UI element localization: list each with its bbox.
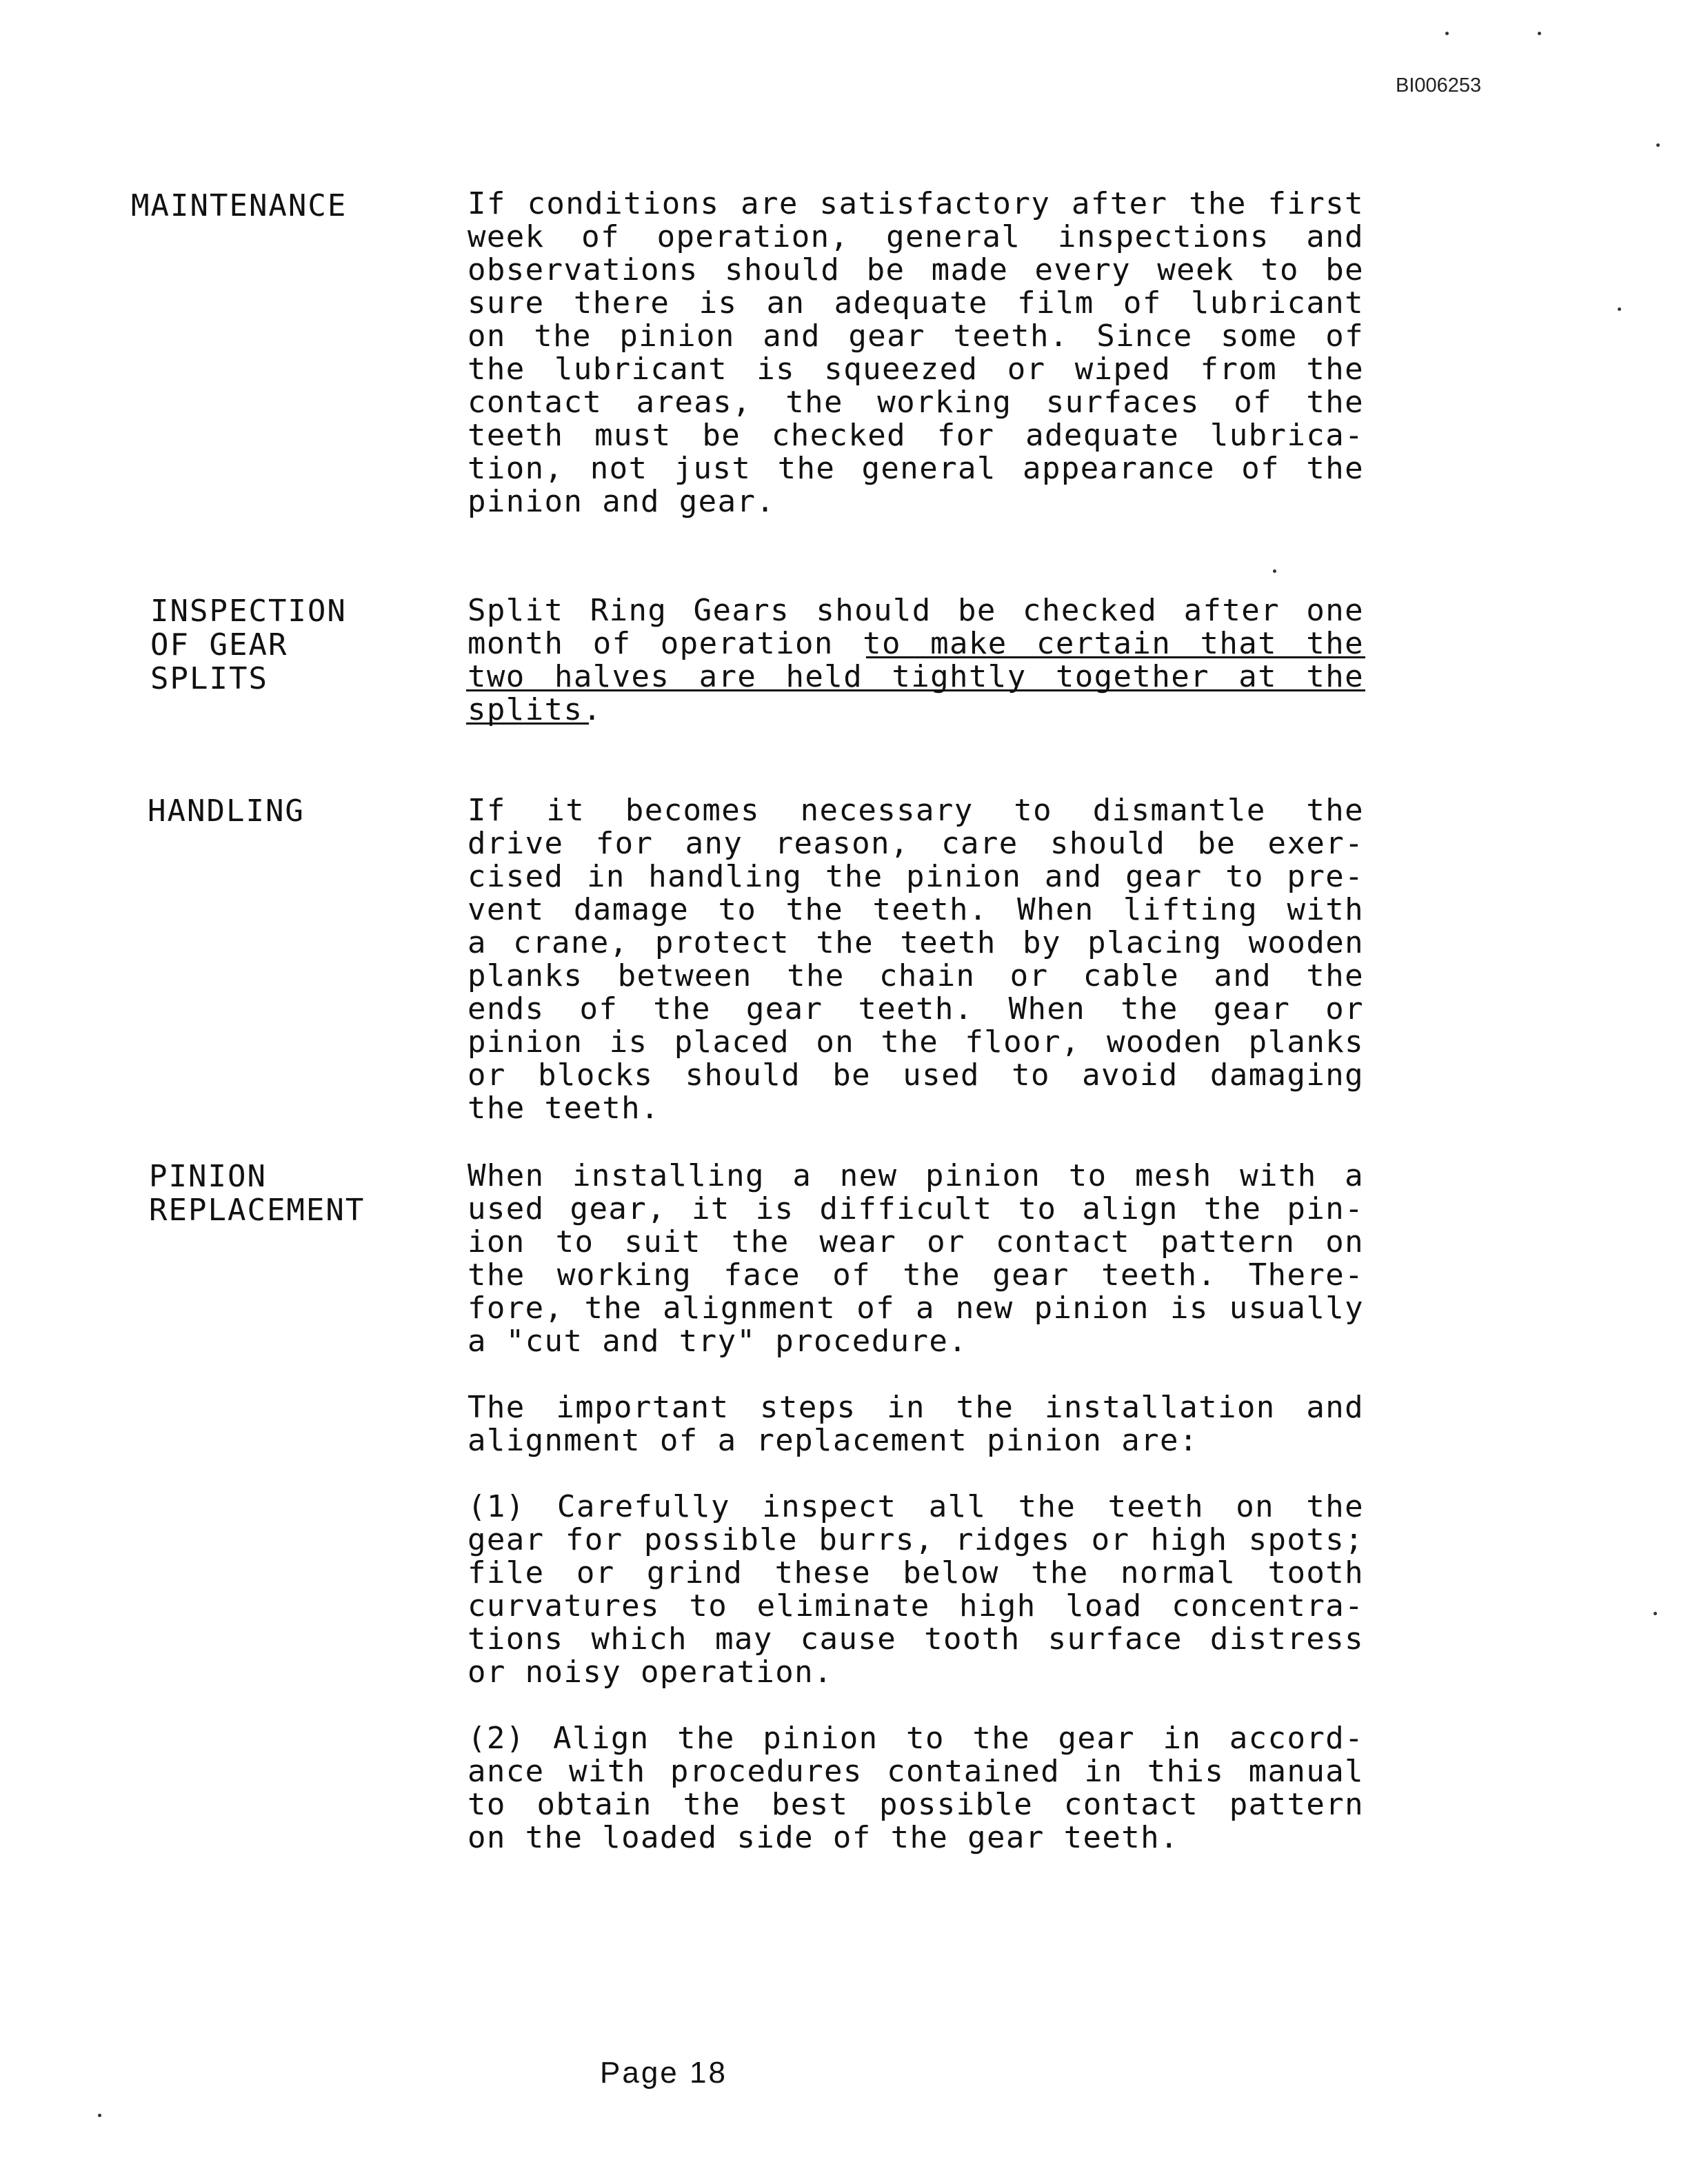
section-label: MAINTENANCE — [131, 188, 348, 223]
handwritten-underline — [466, 722, 589, 725]
scan-speck — [1618, 307, 1621, 311]
text-line: used gear, it is difficult to align the pin- — [468, 1191, 1364, 1226]
text-line: If it becomes necessary to dismantle the — [468, 793, 1364, 828]
text-line: splits. — [468, 692, 603, 727]
text-line: or noisy operation. — [468, 1655, 833, 1690]
text-line: on the pinion and gear teeth. Since some of — [468, 318, 1364, 354]
section-body — [468, 594, 1364, 727]
text-line: ends of the gear teeth. When the gear or — [468, 991, 1364, 1027]
text-line: contact areas, the working surfaces of the — [468, 385, 1364, 420]
text-line: tions which may cause tooth surface distress — [468, 1621, 1364, 1657]
paragraph — [468, 188, 1364, 518]
text-line: a crane, protect the teeth by placing wooden — [468, 925, 1364, 960]
scan-speck — [98, 2114, 101, 2117]
page-number: Page 18 — [600, 2056, 727, 2090]
paragraph — [468, 1490, 1364, 1689]
text-line: pinion is placed on the floor, wooden planks — [468, 1024, 1364, 1060]
text-line: observations should be made every week to be — [468, 252, 1364, 287]
text-line: teeth must be checked for adequate lubrica- — [468, 418, 1364, 453]
text-line: (2) Align the pinion to the gear in accord- — [468, 1721, 1364, 1756]
text-line: or blocks should be used to avoid damaging — [468, 1058, 1364, 1093]
paragraph — [468, 1391, 1364, 1457]
text-line: file or grind these below the normal tooth — [468, 1555, 1364, 1590]
paragraph — [468, 794, 1364, 1125]
section-label: HANDLING — [148, 793, 305, 829]
paragraph — [468, 594, 1364, 727]
paragraph — [468, 1160, 1364, 1358]
text-line: on the loaded side of the gear teeth. — [468, 1820, 1179, 1855]
text-line: fore, the alignment of a new pinion is usually — [468, 1291, 1364, 1326]
text-line: When installing a new pinion to mesh with a — [468, 1158, 1364, 1193]
text-line: If conditions are satisfactory after the first — [468, 186, 1364, 221]
text-line: gear for possible burrs, ridges or high spots; — [468, 1522, 1364, 1557]
text-line: tion, not just the general appearance of the — [468, 451, 1364, 486]
text-line: Split Ring Gears should be checked after one — [468, 593, 1364, 628]
text-line: two halves are held tightly together at the — [468, 659, 1364, 694]
text-line: to obtain the best possible contact pattern — [468, 1787, 1364, 1822]
text-line: ion to suit the wear or contact pattern on — [468, 1224, 1364, 1260]
section-label: INSPECTION OF GEAR SPLITS — [150, 594, 347, 696]
text-line: cised in handling the pinion and gear to pre- — [468, 859, 1364, 894]
text-line: sure there is an adequate film of lubricant — [468, 285, 1364, 321]
document-id: BI006253 — [1396, 74, 1482, 97]
scan-speck — [1656, 143, 1660, 147]
paragraph — [468, 1722, 1364, 1854]
text-line: the lubricant is squeezed or wiped from the — [468, 352, 1364, 387]
text-line: month of operation to make certain that the — [468, 626, 1364, 661]
text-line: ance with procedures contained in this manual — [468, 1754, 1364, 1789]
text-line: (1) Carefully inspect all the teeth on the — [468, 1489, 1364, 1524]
section-body — [468, 1160, 1364, 1854]
text-line: curvatures to eliminate high load concentra- — [468, 1588, 1364, 1624]
section-body — [468, 188, 1364, 518]
text-line: week of operation, general inspections and — [468, 219, 1364, 254]
section-body — [468, 794, 1364, 1125]
text-line: The important steps in the installation and — [468, 1390, 1364, 1425]
scan-speck — [1445, 32, 1449, 35]
text-line: a "cut and try" procedure. — [468, 1324, 968, 1359]
scan-speck — [1538, 32, 1541, 35]
text-line: pinion and gear. — [468, 484, 776, 519]
text-line: vent damage to the teeth. When lifting with — [468, 892, 1364, 927]
text-line: the working face of the gear teeth. There- — [468, 1257, 1364, 1293]
text-line: the teeth. — [468, 1091, 660, 1126]
text-line: planks between the chain or cable and the — [468, 958, 1364, 993]
scan-speck — [1654, 1612, 1657, 1615]
text-line: drive for any reason, care should be exer- — [468, 826, 1364, 861]
scan-speck — [1273, 569, 1276, 573]
section-label: PINION REPLACEMENT — [149, 1159, 365, 1228]
handwritten-underline — [466, 689, 1365, 691]
handwritten-underline — [866, 656, 1365, 658]
text-line: alignment of a replacement pinion are: — [468, 1423, 1198, 1458]
